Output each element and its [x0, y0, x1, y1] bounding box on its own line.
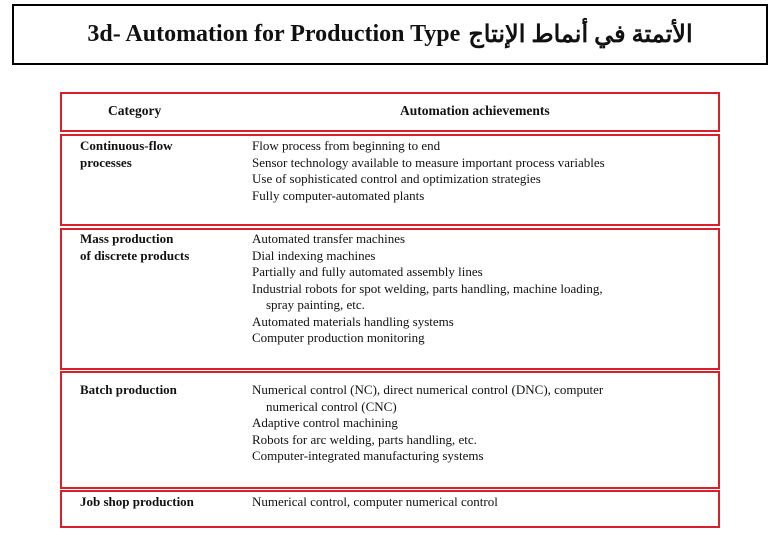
achievements-cell	[252, 138, 605, 204]
category-line: Job shop production	[80, 494, 194, 509]
achievement-line: Fully computer-automated plants	[252, 187, 425, 203]
achievement-line: numerical control (CNC)	[266, 398, 397, 414]
category-line: of discrete products	[80, 247, 190, 263]
achievement-line: Computer production monitoring	[252, 330, 425, 345]
achievements-cell	[252, 231, 603, 347]
category-line: processes	[80, 154, 132, 170]
achievement-line: Robots for arc welding, parts handling, etc.	[252, 431, 477, 447]
achievement-line: Adaptive control machining	[252, 415, 398, 430]
achievement-line: Automated materials handling systems	[252, 313, 454, 329]
achievement-line: Industrial robots for spot welding, parts handling, machine loading,	[252, 280, 603, 296]
achievement-line: Flow process from beginning to end	[252, 138, 441, 153]
column-header-achievements: Automation achievements	[400, 103, 550, 118]
achievement-line: Dial indexing machines	[252, 247, 376, 263]
achievement-line: Sensor technology available to measure important process variables	[252, 154, 605, 170]
category-line: Continuous-flow	[80, 138, 173, 153]
column-header-category: Category	[108, 103, 162, 118]
slide-title	[12, 4, 768, 65]
achievement-line: Computer-integrated manufacturing systems	[252, 448, 484, 463]
category-cell	[80, 494, 194, 511]
category-line: Batch production	[80, 382, 177, 397]
achievement-line: Numerical control (NC), direct numerical control (DNC), computer	[252, 382, 604, 397]
achievement-line: Numerical control, computer numerical control	[252, 494, 498, 509]
category-cell	[80, 231, 189, 264]
achievement-line: spray painting, etc.	[266, 297, 365, 312]
achievement-line: Automated transfer machines	[252, 231, 406, 246]
category-cell	[80, 138, 172, 171]
title-english: 3d- Automation for Production Type	[87, 21, 461, 47]
achievements-cell	[252, 382, 603, 465]
achievements-cell	[252, 494, 498, 511]
achievement-line: Use of sophisticated control and optimization strategies	[252, 171, 541, 186]
category-cell	[80, 382, 177, 399]
achievement-line: Partially and fully automated assembly lines	[252, 264, 483, 279]
title-arabic: الأتمتة في أنماط الإنتاج	[468, 22, 693, 48]
category-line: Mass production	[80, 231, 174, 246]
